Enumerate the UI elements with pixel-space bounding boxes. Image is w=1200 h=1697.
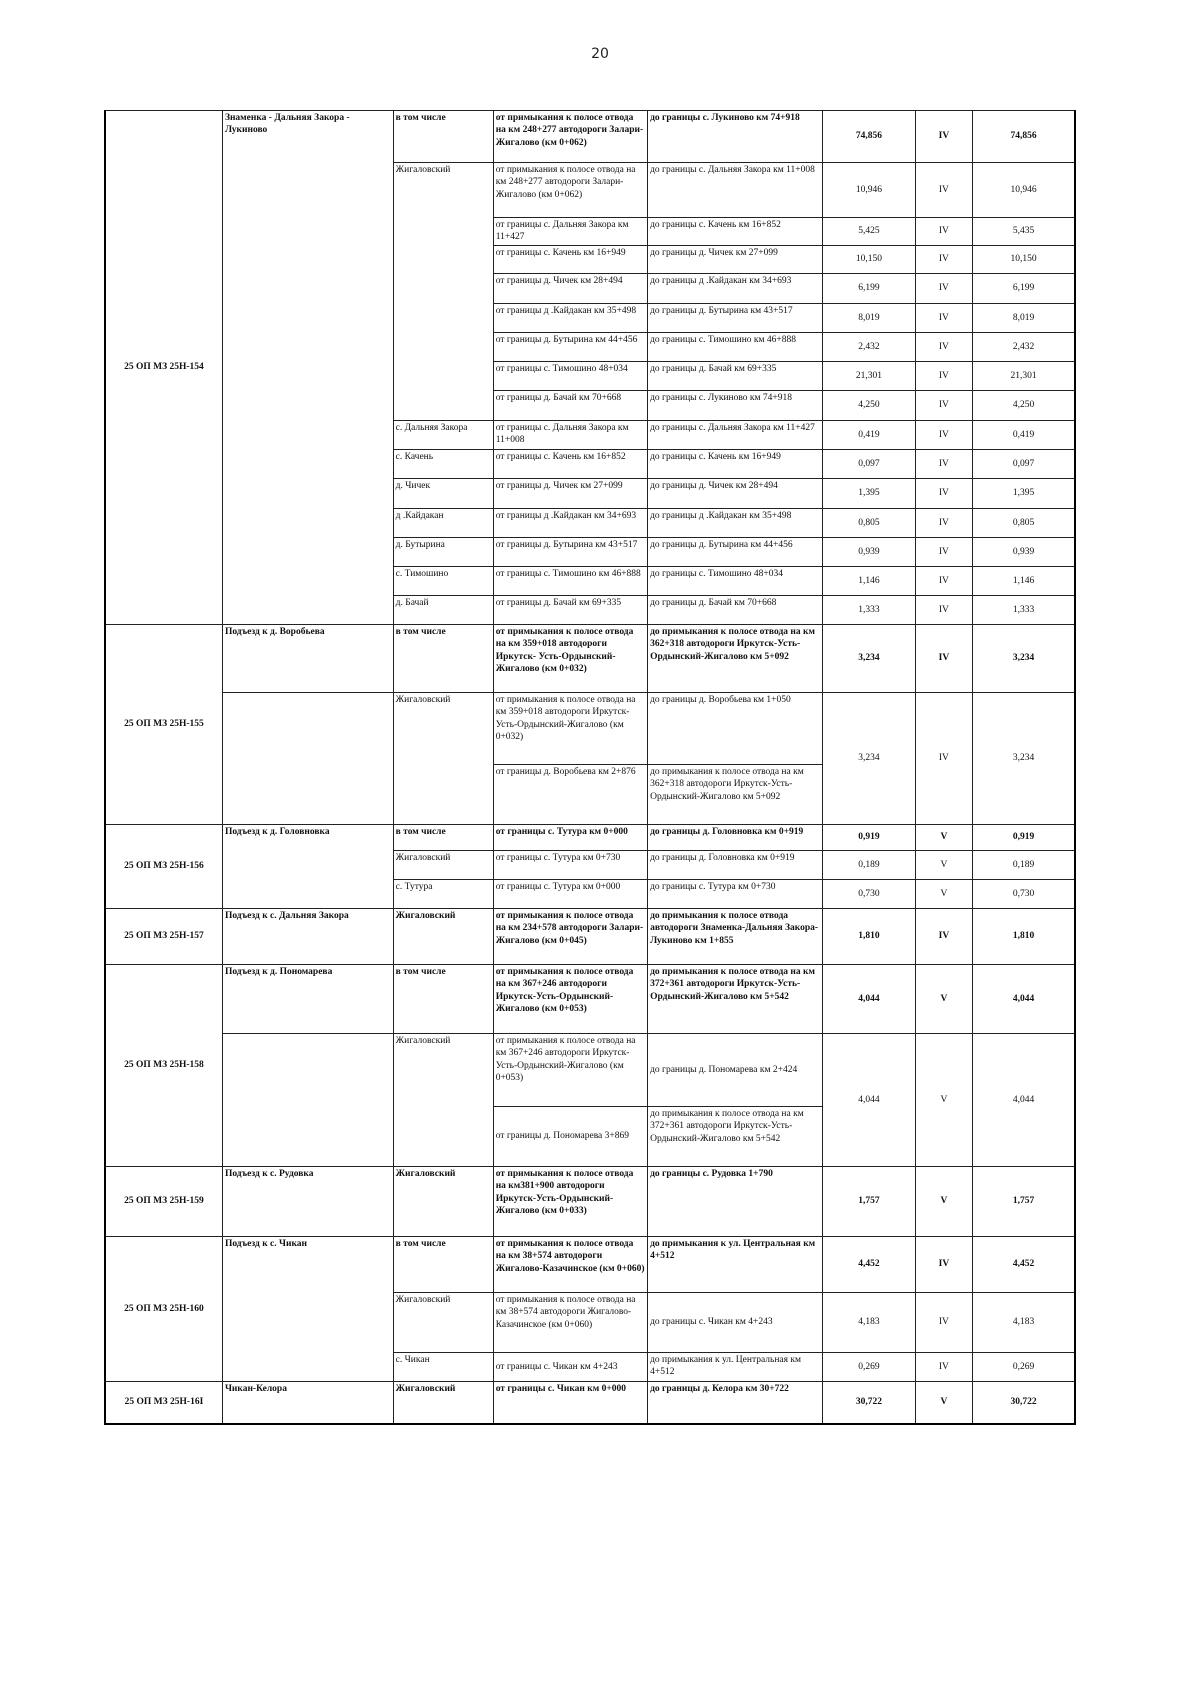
road-name-empty bbox=[222, 693, 393, 825]
from-cell: от границы с. Тутура км 0+000 bbox=[493, 825, 647, 851]
total-cell: 4,250 bbox=[973, 391, 1075, 421]
total-cell: 0,097 bbox=[973, 450, 1075, 479]
length-cell: 0,805 bbox=[823, 509, 915, 538]
district-cell: д. Бачай bbox=[393, 596, 493, 625]
from-cell: от границы с. Качень км 16+852 bbox=[493, 450, 647, 479]
district-cell: Жигаловский bbox=[393, 1382, 493, 1424]
road-name: Подъезд к д. Головновка bbox=[222, 825, 393, 909]
to-cell: до границы д. Чичек км 27+099 bbox=[648, 246, 823, 274]
category-cell: V bbox=[915, 851, 973, 880]
length-cell: 0,919 bbox=[823, 825, 915, 851]
length-cell: 4,044 bbox=[823, 1034, 915, 1167]
from-cell: от примыкания к полосе отвода на км 38+574 автодороги Жигалово-Казачинское (км 0+060) bbox=[493, 1237, 647, 1293]
from-cell: от границы с. Качень км 16+949 bbox=[493, 246, 647, 274]
category-cell: V bbox=[915, 1167, 973, 1237]
district-cell: д. Чичек bbox=[393, 479, 493, 509]
length-cell: 30,722 bbox=[823, 1382, 915, 1424]
from-cell: от границы д .Кайдакан км 34+693 bbox=[493, 509, 647, 538]
road-code: 25 ОП МЗ 25Н-154 bbox=[105, 111, 222, 625]
district-cell: Жигаловский bbox=[393, 1034, 493, 1167]
category-cell: IV bbox=[915, 1353, 973, 1382]
from-cell: от примыкания к полосе отвода на км 367+246 автодороги Иркутск-Усть-Ордынский-Жигалово (км 0+053) bbox=[493, 1034, 647, 1107]
category-cell: IV bbox=[915, 479, 973, 509]
length-cell: 4,250 bbox=[823, 391, 915, 421]
length-cell: 3,234 bbox=[823, 625, 915, 693]
to-cell: до границы д. Келора км 30+722 bbox=[648, 1382, 823, 1424]
to-cell: до границы д. Бачай км 69+335 bbox=[648, 362, 823, 391]
category-cell: IV bbox=[915, 163, 973, 218]
to-cell: до примыкания к полосе отвода автодороги Знаменка-Дальняя Закора-Лукиново км 1+855 bbox=[648, 909, 823, 965]
road-name: Подъезд к с. Чикан bbox=[222, 1237, 393, 1382]
total-cell: 10,150 bbox=[973, 246, 1075, 274]
total-cell: 1,333 bbox=[973, 596, 1075, 625]
length-cell: 4,452 bbox=[823, 1237, 915, 1293]
total-cell: 21,301 bbox=[973, 362, 1075, 391]
to-cell: до примыкания к полосе отвода на км 372+361 автодороги Иркутск-Усть-Ордынский-Жигалово км 5+542 bbox=[648, 1107, 823, 1167]
category-cell: IV bbox=[915, 909, 973, 965]
road-code: 25 ОП МЗ 25Н-160 bbox=[105, 1237, 222, 1382]
road-code: 25 ОП МЗ 25Н-157 bbox=[105, 909, 222, 965]
table-row bbox=[105, 1034, 1075, 1107]
category-cell: V bbox=[915, 1382, 973, 1424]
to-cell: до границы с. Качень км 16+949 bbox=[648, 450, 823, 479]
from-cell: от границы д. Пономарева 3+869 bbox=[493, 1107, 647, 1167]
road-name: Подъезд к д. Воробьева bbox=[222, 625, 393, 693]
from-cell: от границы д. Бачай км 69+335 bbox=[493, 596, 647, 625]
total-cell: 0,730 bbox=[973, 880, 1075, 909]
to-cell: до границы д .Кайдакан км 35+498 bbox=[648, 509, 823, 538]
from-cell: от границы с. Дальняя Закора км 11+008 bbox=[493, 421, 647, 450]
category-cell: IV bbox=[915, 567, 973, 596]
to-cell: до границы с. Дальняя Закора км 11+008 bbox=[648, 163, 823, 218]
length-cell: 0,097 bbox=[823, 450, 915, 479]
length-cell: 10,150 bbox=[823, 246, 915, 274]
category-cell: IV bbox=[915, 596, 973, 625]
category-cell: IV bbox=[915, 693, 973, 825]
to-cell: до границы с. Лукиново км 74+918 bbox=[648, 391, 823, 421]
from-cell: от примыкания к полосе отвода на км 359+018 автодороги Иркутск- Усть-Ордынский-Жигалово (км 0+032) bbox=[493, 625, 647, 693]
total-cell: 3,234 bbox=[973, 693, 1075, 825]
from-cell: от примыкания к полосе отвода на км381+900 автодороги Иркутск-Усть-Ордынский-Жигалово (км 0+033) bbox=[493, 1167, 647, 1237]
table-row bbox=[105, 825, 1075, 851]
table-row bbox=[105, 625, 1075, 693]
from-cell: от примыкания к полосе отвода на км 367+246 автодороги Иркутск-Усть-Ордынский-Жигалово (км 0+053) bbox=[493, 965, 647, 1034]
length-cell: 1,146 bbox=[823, 567, 915, 596]
category-cell: IV bbox=[915, 274, 973, 304]
from-cell: от границы с. Чикан км 4+243 bbox=[493, 1353, 647, 1382]
length-cell: 2,432 bbox=[823, 333, 915, 362]
category-cell: V bbox=[915, 825, 973, 851]
length-cell: 10,946 bbox=[823, 163, 915, 218]
to-cell: до границы д. Чичек км 28+494 bbox=[648, 479, 823, 509]
to-cell: до примыкания к ул. Центральная км 4+512 bbox=[648, 1353, 823, 1382]
road-code: 25 ОП МЗ 25Н-159 bbox=[105, 1167, 222, 1237]
to-cell: до границы д. Пономарева км 2+424 bbox=[648, 1034, 823, 1107]
total-cell: 0,189 bbox=[973, 851, 1075, 880]
to-cell: до примыкания к ул. Центральная км 4+512 bbox=[648, 1237, 823, 1293]
district-cell: с. Тутура bbox=[393, 880, 493, 909]
from-cell: от примыкания к полосе отвода на км 248+277 автодороги Залари-Жигалово (км 0+062) bbox=[493, 163, 647, 218]
total-cell: 2,432 bbox=[973, 333, 1075, 362]
category-cell: IV bbox=[915, 509, 973, 538]
district-cell: с. Качень bbox=[393, 450, 493, 479]
total-cell: 4,183 bbox=[973, 1293, 1075, 1353]
length-cell: 4,044 bbox=[823, 965, 915, 1034]
to-cell: до границы с. Тимошино км 46+888 bbox=[648, 333, 823, 362]
to-cell: до примыкания к полосе отвода на км 362+318 автодороги Иркутск-Усть-Ордынский-Жигалово км 5+092 bbox=[648, 765, 823, 825]
category-cell: IV bbox=[915, 1237, 973, 1293]
total-cell: 0,939 bbox=[973, 538, 1075, 567]
total-cell: 0,419 bbox=[973, 421, 1075, 450]
from-cell: от границы с. Дальняя Закора км 11+427 bbox=[493, 218, 647, 246]
total-cell: 1,757 bbox=[973, 1167, 1075, 1237]
total-cell: 0,269 bbox=[973, 1353, 1075, 1382]
road-name-empty bbox=[222, 1034, 393, 1167]
total-cell: 0,805 bbox=[973, 509, 1075, 538]
from-cell: от примыкания к полосе отвода на км 359+018 автодороги Иркутск- Усть-Ордынский-Жигалово (км 0+032) bbox=[493, 693, 647, 765]
from-cell: от примыкания к полосе отвода на км 38+574 автодороги Жигалово-Казачинское (км 0+060) bbox=[493, 1293, 647, 1353]
category-cell: IV bbox=[915, 246, 973, 274]
category-cell: IV bbox=[915, 421, 973, 450]
from-cell: от границы с. Тимошино км 46+888 bbox=[493, 567, 647, 596]
category-cell: V bbox=[915, 880, 973, 909]
district-cell: в том числе bbox=[393, 1237, 493, 1293]
table-row bbox=[105, 1382, 1075, 1424]
district-cell: в том числе bbox=[393, 625, 493, 693]
district-cell: Жигаловский bbox=[393, 909, 493, 965]
from-cell: от границы с. Тимошино 48+034 bbox=[493, 362, 647, 391]
to-cell: до границы д .Кайдакан км 34+693 bbox=[648, 274, 823, 304]
district-cell: с. Дальняя Закора bbox=[393, 421, 493, 450]
to-cell: до примыкания к полосе отвода на км 362+318 автодороги Иркутск-Усть-Ордынский-Жигалово км 5+092 bbox=[648, 625, 823, 693]
to-cell: до границы с. Тимошино 48+034 bbox=[648, 567, 823, 596]
district-cell: с. Чикан bbox=[393, 1353, 493, 1382]
to-cell: до границы д. Бутырина км 43+517 bbox=[648, 304, 823, 333]
table-row bbox=[105, 965, 1075, 1034]
total-cell: 0,919 bbox=[973, 825, 1075, 851]
table-row bbox=[105, 1237, 1075, 1293]
category-cell: IV bbox=[915, 538, 973, 567]
length-cell: 0,939 bbox=[823, 538, 915, 567]
from-cell: от границы с. Чикан км 0+000 bbox=[493, 1382, 647, 1424]
district-cell: Жигаловский bbox=[393, 851, 493, 880]
category-cell: IV bbox=[915, 111, 973, 163]
from-cell: от границы д. Бутырина км 44+456 bbox=[493, 333, 647, 362]
category-cell: IV bbox=[915, 450, 973, 479]
road-code: 25 ОП МЗ 25Н-16I bbox=[105, 1382, 222, 1424]
category-cell: V bbox=[915, 965, 973, 1034]
to-cell: до границы д. Бутырина км 44+456 bbox=[648, 538, 823, 567]
to-cell: до границы д. Головновка км 0+919 bbox=[648, 851, 823, 880]
length-cell: 5,425 bbox=[823, 218, 915, 246]
from-cell: от примыкания к полосе отвода на км 234+578 автодороги Залари-Жигалово (км 0+045) bbox=[493, 909, 647, 965]
category-cell: IV bbox=[915, 625, 973, 693]
to-cell: до границы с. Тутура км 0+730 bbox=[648, 880, 823, 909]
total-cell: 30,722 bbox=[973, 1382, 1075, 1424]
category-cell: IV bbox=[915, 391, 973, 421]
total-cell: 4,044 bbox=[973, 965, 1075, 1034]
length-cell: 0,189 bbox=[823, 851, 915, 880]
from-cell: от границы д. Чичек км 27+099 bbox=[493, 479, 647, 509]
district-cell: в том числе bbox=[393, 965, 493, 1034]
total-cell: 10,946 bbox=[973, 163, 1075, 218]
from-cell: от границы д. Бутырина км 43+517 bbox=[493, 538, 647, 567]
total-cell: 1,395 bbox=[973, 479, 1075, 509]
category-cell: V bbox=[915, 1034, 973, 1167]
length-cell: 8,019 bbox=[823, 304, 915, 333]
from-cell: от границы д. Воробьева км 2+876 bbox=[493, 765, 647, 825]
district-cell: в том числе bbox=[393, 825, 493, 851]
road-name: Чикан-Келора bbox=[222, 1382, 393, 1424]
category-cell: IV bbox=[915, 333, 973, 362]
length-cell: 1,810 bbox=[823, 909, 915, 965]
length-cell: 6,199 bbox=[823, 274, 915, 304]
category-cell: IV bbox=[915, 362, 973, 391]
table-row bbox=[105, 1167, 1075, 1237]
length-cell: 0,730 bbox=[823, 880, 915, 909]
table-row bbox=[105, 693, 1075, 765]
total-cell: 8,019 bbox=[973, 304, 1075, 333]
length-cell: 1,333 bbox=[823, 596, 915, 625]
total-cell: 6,199 bbox=[973, 274, 1075, 304]
district-cell: Жигаловский bbox=[393, 1167, 493, 1237]
road-code: 25 ОП МЗ 25Н-155 bbox=[105, 625, 222, 825]
from-cell: от границы д. Чичек км 28+494 bbox=[493, 274, 647, 304]
to-cell: до границы с. Лукиново км 74+918 bbox=[648, 111, 823, 163]
total-cell: 4,044 bbox=[973, 1034, 1075, 1167]
from-cell: от границы с. Тутура км 0+730 bbox=[493, 851, 647, 880]
total-cell: 3,234 bbox=[973, 625, 1075, 693]
roads-table bbox=[104, 110, 1076, 1425]
from-cell: от границы д. Бачай км 70+668 bbox=[493, 391, 647, 421]
district-cell: Жигаловский bbox=[393, 693, 493, 825]
to-cell: до границы д. Бачай км 70+668 bbox=[648, 596, 823, 625]
district-cell: Жигаловский bbox=[393, 1293, 493, 1353]
district-cell: в том числе bbox=[393, 111, 493, 163]
to-cell: до границы с. Чикан км 4+243 bbox=[648, 1293, 823, 1353]
page-number: 20 bbox=[591, 46, 609, 62]
category-cell: IV bbox=[915, 1293, 973, 1353]
road-name: Подъезд к д. Пономарева bbox=[222, 965, 393, 1034]
from-cell: от границы с. Тутура км 0+000 bbox=[493, 880, 647, 909]
road-code: 25 ОП МЗ 25Н-158 bbox=[105, 965, 222, 1167]
from-cell: от границы д .Кайдакан км 35+498 bbox=[493, 304, 647, 333]
to-cell: до границы с. Дальняя Закора км 11+427 bbox=[648, 421, 823, 450]
length-cell: 1,757 bbox=[823, 1167, 915, 1237]
length-cell: 1,395 bbox=[823, 479, 915, 509]
to-cell: до границы с. Рудовка 1+790 bbox=[648, 1167, 823, 1237]
category-cell: IV bbox=[915, 304, 973, 333]
district-cell: Жигаловский bbox=[393, 163, 493, 421]
total-cell: 4,452 bbox=[973, 1237, 1075, 1293]
table-row bbox=[105, 909, 1075, 965]
to-cell: до границы с. Качень км 16+852 bbox=[648, 218, 823, 246]
road-name: Подъезд к с. Дальняя Закора bbox=[222, 909, 393, 965]
total-cell: 5,435 bbox=[973, 218, 1075, 246]
from-cell: от примыкания к полосе отвода на км 248+277 автодороги Залари-Жигалово (км 0+062) bbox=[493, 111, 647, 163]
to-cell: до границы д. Головновка км 0+919 bbox=[648, 825, 823, 851]
total-cell: 1,810 bbox=[973, 909, 1075, 965]
table-row bbox=[105, 111, 1075, 163]
to-cell: до границы д. Воробьева км 1+050 bbox=[648, 693, 823, 765]
length-cell: 0,269 bbox=[823, 1353, 915, 1382]
length-cell: 3,234 bbox=[823, 693, 915, 825]
length-cell: 21,301 bbox=[823, 362, 915, 391]
district-cell: д .Кайдакан bbox=[393, 509, 493, 538]
category-cell: IV bbox=[915, 218, 973, 246]
road-name: Подъезд к с. Рудовка bbox=[222, 1167, 393, 1237]
district-cell: с. Тимошино bbox=[393, 567, 493, 596]
total-cell: 1,146 bbox=[973, 567, 1075, 596]
total-cell: 74,856 bbox=[973, 111, 1075, 163]
road-code: 25 ОП МЗ 25Н-156 bbox=[105, 825, 222, 909]
district-cell: д. Бутырина bbox=[393, 538, 493, 567]
length-cell: 0,419 bbox=[823, 421, 915, 450]
length-cell: 4,183 bbox=[823, 1293, 915, 1353]
length-cell: 74,856 bbox=[823, 111, 915, 163]
to-cell: до примыкания к полосе отвода на км 372+361 автодороги Иркутск-Усть-Ордынский-Жигалово км 5+542 bbox=[648, 965, 823, 1034]
road-name: Знаменка - Дальняя Закора - Лукиново bbox=[222, 111, 393, 625]
